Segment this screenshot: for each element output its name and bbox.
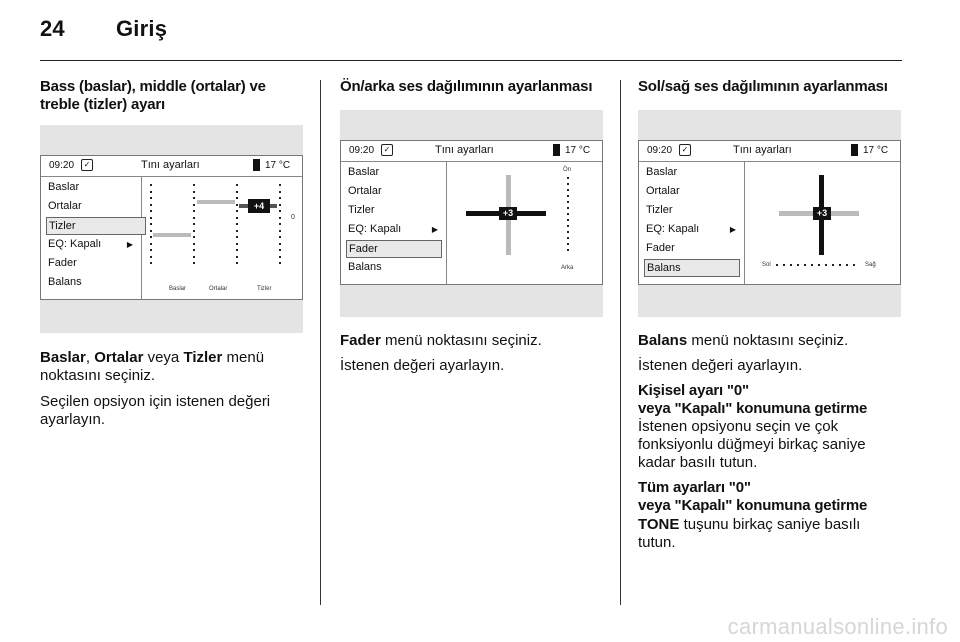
middle-level [197,200,235,204]
page-title: Giriş [116,16,168,41]
section-heading-fader: Ön/arka ses dağılımının ayarlanması [340,78,593,95]
scale-dot [567,183,569,185]
menu-list [41,176,142,299]
label-tizler: Tizler [257,286,272,292]
clock-icon: ✓ [81,159,93,171]
treble-value: +4 [248,199,270,213]
clock: 09:20 [349,145,375,156]
menu-item-tizler[interactable]: Tizler [646,204,673,216]
scale-dot [193,256,195,258]
scale-dot [236,249,238,251]
column-divider-1 [320,80,321,605]
scale-dot [236,243,238,245]
scale-dot [150,223,152,225]
header-rule [40,60,902,61]
menu-item-eq[interactable]: EQ: Kapalı [348,223,402,235]
scale-dot [236,217,238,219]
scale-dot [567,195,569,197]
menu-item-balans[interactable]: Balans [48,276,82,288]
clock-icon: ✓ [381,144,393,156]
scale-dot [193,236,195,238]
display-screen [40,155,303,300]
scale-dot [567,243,569,245]
status-bar [639,141,900,162]
scale-dot [279,217,281,219]
menu-item-ortalar[interactable]: Ortalar [646,185,680,197]
scale-dot [853,264,855,266]
thermometer-icon [851,144,858,156]
menu-list [341,161,447,284]
scale-dot [567,207,569,209]
label-rear: Arka [561,265,574,271]
scale-dot [150,243,152,245]
scale-dot [783,264,785,266]
screen-title: Tını ayarları [141,159,200,171]
scale-dot [279,223,281,225]
scale-dot [236,210,238,212]
temperature: 17 °C [863,145,889,156]
balance-panel [744,161,900,284]
scale-dot [832,264,834,266]
scale-dot [150,197,152,199]
instruction-select-fader: Fader menü noktasını seçiniz. [340,332,542,349]
instruction-select-balance: Balans menü noktasını seçiniz. [638,332,849,349]
scale-dot [797,264,799,266]
menu-list [639,161,745,284]
submenu-arrow-icon: ▶ [729,225,736,234]
menu-item-eq[interactable]: EQ: Kapalı [646,223,700,235]
scale-dot [236,184,238,186]
scale-dot [567,249,569,251]
scale-dot [567,225,569,227]
menu-item-tizler-selected[interactable]: Tizler [46,217,146,235]
scale-dot [193,230,195,232]
scale-dot [567,231,569,233]
scale-dot [150,230,152,232]
column-balance [638,78,902,96]
instruction-set-value: İstenen değeri ayarlayın. [340,357,505,374]
clock: 09:20 [647,145,673,156]
scale-dot [150,191,152,193]
menu-item-ortalar[interactable]: Ortalar [348,185,382,197]
menu-item-baslar[interactable]: Baslar [48,181,80,193]
scale-dot [150,262,152,264]
screen-title: Tını ayarları [435,144,494,156]
instruction-reset-all: TONE tuşunu birkaç saniye basılı tutun. [638,516,861,551]
column-divider-2 [620,80,621,605]
scale-dot [236,191,238,193]
column-bass-middle-treble [40,78,312,114]
menu-item-eq[interactable]: EQ: Kapalı [48,238,102,250]
scale-dot [818,264,820,266]
scale-dot [193,243,195,245]
scale-dot [193,197,195,199]
clock: 09:20 [49,160,75,171]
scale-dot [825,264,827,266]
scale-dot [839,264,841,266]
submenu-arrow-icon: ▶ [431,225,438,234]
fader-panel [446,161,602,284]
scale-dot [846,264,848,266]
screenshot-fader [340,110,603,317]
scale-dot [279,210,281,212]
instruction-reset-single: İstenen opsiyonu seçin ve çok fonksiyonlu düğmeyi birkaç saniye kadar basılı tutun. [638,418,866,471]
menu-item-baslar[interactable]: Baslar [348,166,380,178]
label-baslar: Baslar [169,286,187,292]
scale-dot [150,249,152,251]
scale-dot [776,264,778,266]
display-screen [638,140,901,285]
scale-dot [150,256,152,258]
scale-dot [790,264,792,266]
scale-dot [193,204,195,206]
column-fader [340,78,612,96]
scale-dot [150,204,152,206]
scale-dot [236,197,238,199]
menu-item-balans-selected[interactable]: Balans [644,259,740,277]
scale-dot [193,210,195,212]
scale-dot [236,256,238,258]
menu-item-fader[interactable]: Fader [646,242,675,254]
display-screen [340,140,603,285]
scale-dot [236,236,238,238]
subheading-reset-all: Tüm ayarları "0" veya "Kapalı" konumuna getirme [638,479,868,514]
menu-item-fader[interactable]: Fader [48,257,77,269]
section-heading-tone: Bass (baslar), middle (ortalar) ve treble (tizler) ayarı [40,78,266,113]
zero-mark: 0 [291,214,295,221]
label-front: Ön [563,167,572,173]
temperature: 17 °C [265,160,291,171]
thermometer-icon [253,159,260,171]
scale-dot [567,177,569,179]
scale-dot [567,219,569,221]
clock-icon: ✓ [679,144,691,156]
column-3-text [638,332,902,552]
balance-value: +3 [813,207,831,220]
scale-dot [150,217,152,219]
thermometer-icon [553,144,560,156]
scale-dot [193,184,195,186]
scale-dot [150,210,152,212]
screen-title: Tını ayarları [733,144,792,156]
scale-dot [567,201,569,203]
scale-dot [193,191,195,193]
scale-dot [279,191,281,193]
submenu-arrow-icon: ▶ [126,240,133,249]
scale-dot [279,249,281,251]
menu-item-tizler[interactable]: Tizler [348,204,375,216]
bass-level [153,233,191,237]
eq-panel [141,176,302,299]
scale-dot [279,230,281,232]
scale-dot [193,223,195,225]
column-1-text [40,349,312,429]
menu-item-baslar[interactable]: Baslar [646,166,678,178]
label-left: Sol [762,262,771,268]
status-bar [341,141,602,162]
scale-dot [236,204,238,206]
temperature: 17 °C [565,145,591,156]
scale-dot [567,237,569,239]
scale-dot [193,262,195,264]
menu-item-ortalar[interactable]: Ortalar [48,200,82,212]
column-2-text [340,332,612,375]
instruction-select-band: Baslar, Ortalar veya Tizler menü noktasını seçiniz. [40,349,265,384]
scale-dot [150,236,152,238]
scale-dot [150,184,152,186]
section-heading-balance: Sol/sağ ses dağılımının ayarlanması [638,78,888,95]
scale-dot [193,249,195,251]
scale-dot [193,217,195,219]
scale-dot [567,189,569,191]
scale-dot [279,184,281,186]
screenshot-tone-settings [40,125,303,333]
status-bar [41,156,302,177]
menu-item-fader-selected[interactable]: Fader [346,240,442,258]
instruction-set-value: Seçilen opsiyon için istenen değeri ayarlayın. [40,393,271,428]
scale-dot [279,236,281,238]
scale-dot [279,256,281,258]
scale-dot [279,197,281,199]
label-right: Sağ [865,262,876,268]
scale-dot [811,264,813,266]
scale-dot [236,262,238,264]
screenshot-balance [638,110,901,317]
scale-dot [236,223,238,225]
page-header [40,16,167,42]
scale-dot [804,264,806,266]
menu-item-balans[interactable]: Balans [348,261,382,273]
subheading-reset-single: Kişisel ayarı "0" veya "Kapalı" konumuna getirme [638,382,868,417]
scale-dot [567,213,569,215]
fader-value: +3 [499,207,517,220]
scale-dot [236,230,238,232]
page-number: 24 [40,16,65,41]
scale-dot [279,243,281,245]
instruction-set-value: İstenen değeri ayarlayın. [638,357,803,374]
scale-dot [279,262,281,264]
watermark: carmanualsonline.info [727,614,948,639]
label-ortalar: Ortalar [209,286,228,292]
scale-dot [279,204,281,206]
